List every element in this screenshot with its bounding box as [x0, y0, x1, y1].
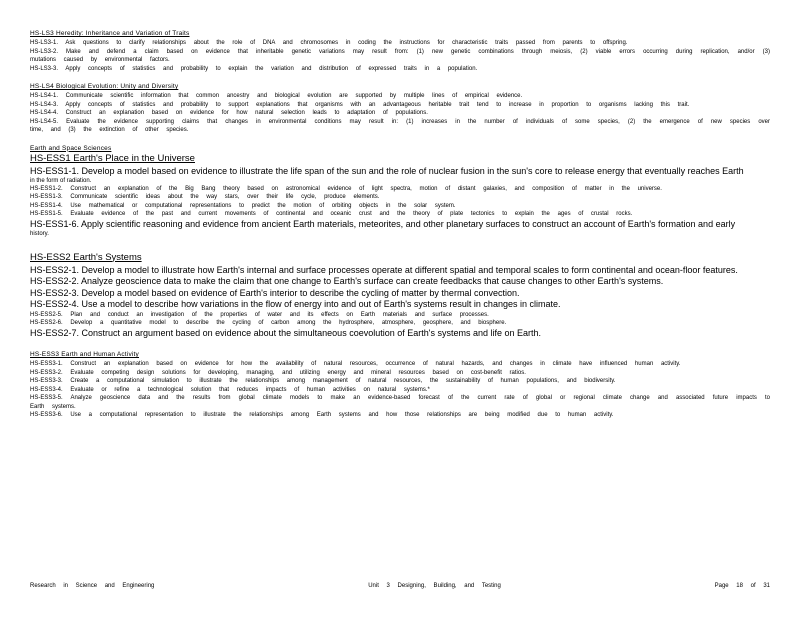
section-ess2 — [30, 252, 770, 340]
standard-ls4-1: HS-LS4-1. Communicate scientific information that common ancestry and biological evolution are supported by multiple lines of empirical evidence. — [30, 93, 523, 99]
section-heading-ess2: HS-ESS2 Earth's Systems — [30, 251, 142, 263]
standard-ess1-4: HS-ESS1-4. Use mathematical or computational representations to predict the motion of orbiting objects in the solar system. — [30, 202, 456, 209]
section-heading-ls3: HS-LS3 Heredity: Inheritance and Variation of Traits — [30, 30, 190, 37]
standard-ls3-1: HS-LS3-1. Ask questions to clarify relationships about the role of DNA and chromosomes in coding the instructions for characteristic traits passed from parents to offspring. — [30, 40, 628, 46]
standard-ess2-7: HS-ESS2-7. Construct an argument based on evidence about the simultaneous coevolution of Earth's systems and life on Earth. — [30, 327, 542, 338]
standard-ess1-2: HS-ESS1-2. Construct an explanation of the Big Bang theory based on astronomical evidence of light spectra, motion of distant galaxies, and composition of matter in the universe. — [30, 185, 662, 192]
standard-ess3-1: HS-ESS3-1. Construct an explanation based on evidence for how the availability of natural resources, occurrence of natural hazards, and changes in climate have influenced human activity. — [30, 361, 681, 367]
standard-ess2-1: HS-ESS2-1. Develop a model to illustrate how Earth's internal and surface processes operate at different spatial and temporal scales to form continental and ocean-floor features. — [30, 264, 738, 275]
footer-unit-title: Unit 3 Designing, Building, and Testing — [368, 583, 501, 589]
standard-ess1-6 — [30, 219, 770, 238]
standard-ess1-1-main: HS-ESS1-1. Develop a model based on evidence to illustrate the life span of the sun and the role of nuclear fusion in the sun's core to release energy that eventually reaches Earth — [30, 165, 744, 176]
standard-ess1-6-main: HS-ESS1-6. Apply scientific reasoning and evidence from ancient Earth materials, meteorites, and other planetary surfaces to construct an account of Earth's formation and early — [30, 218, 736, 229]
standard-ess2-5: HS-ESS2-5. Plan and conduct an investigation of the properties of water and its effects on Earth materials and surface processes. — [30, 311, 489, 318]
domain-heading-ess: Earth and Space Sciences — [30, 144, 112, 152]
standard-ls4-4: HS-LS4-4. Construct an explanation based on evidence for how natural selection leads to adaptation of populations. — [30, 110, 428, 116]
section-heading-ess1: HS-ESS1 Earth's Place in the Universe — [30, 152, 195, 164]
standard-ls4-3: HS-LS4-3. Apply concepts of statistics and probability to support explanations that organisms with an advantageous heritable trait tend to increase in proportion to organisms lacking this trait. — [30, 101, 690, 108]
footer-course-title: Research in Science and Engineering — [30, 583, 155, 589]
standard-ess2-4: HS-ESS2-4. Use a model to describe how variations in the flow of energy into and out of Earth's systems result in changes in climate. — [30, 299, 561, 309]
standard-ess1-5: HS-ESS1-5. Evaluate evidence of the past and current movements of continental and oceanic crust and the theory of plate tectonics to explain the ages of crustal rocks. — [30, 211, 633, 217]
section-ess3 — [30, 351, 770, 420]
standard-ls4-5: HS-LS4-5. Evaluate the evidence supporting claims that changes in environmental conditions may result in: (1) increases in the number of individuals of some species, (2) the emergence of new species over time, and (3) the extinction of other species. — [30, 118, 770, 133]
standard-ess3-5: HS-ESS3-5. Analyze geoscience data and the results from global climate models to make an evidence-based forecast of the current rate of global or regional climate change and associated future impacts to Earth systems. — [30, 395, 770, 410]
standard-ess1-3: HS-ESS1-3. Communicate scientific ideas about the way stars, over their life cycle, produce elements. — [30, 194, 380, 200]
standard-ess2-3: HS-ESS2-3. Develop a model based on evidence of Earth's interior to describe the cycling of matter by thermal convection. — [30, 287, 520, 298]
standard-ess1-1-continuation: in the form of radiation. — [30, 177, 92, 184]
section-ls4 — [30, 83, 770, 135]
standard-ess3-6: HS-ESS3-6. Use a computational representation to illustrate the relationships among Earth systems and how those relationships are being modified due to human activity. — [30, 412, 614, 418]
standard-ess3-4: HS-ESS3-4. Evaluate or refine a technological solution that reduces impacts of human activities on natural systems.* — [30, 386, 430, 393]
standard-ls3-3: HS-LS3-3. Apply concepts of statistics and probability to explain the variation and distribution of expressed traits in a population. — [30, 65, 478, 72]
standard-ls3-2: HS-LS3-2. Make and defend a claim based on evidence that inheritable genetic variations may result from: (1) new genetic combinations through meiosis, (2) viable errors occurring during replication, and/or (3) mutations caused by environmental factors. — [30, 48, 770, 63]
document-page — [30, 30, 770, 432]
standard-ess1-1 — [30, 166, 770, 185]
standard-ess3-3: HS-ESS3-3. Create a computational simulation to illustrate the relationships among management of natural resources, the sustainability of human populations, and biodiversity. — [30, 378, 616, 384]
standard-ess3-2: HS-ESS3-2. Evaluate competing design solutions for developing, managing, and utilizing energy and mineral resources based on cost-benefit ratios. — [30, 369, 526, 376]
standard-ess2-6: HS-ESS2-6. Develop a quantitative model to describe the cycling of carbon among the hydrosphere, atmosphere, geosphere, and biosphere. — [30, 320, 507, 326]
section-ess1 — [30, 145, 770, 238]
page-footer — [30, 583, 770, 589]
section-heading-ls4: HS-LS4 Biological Evolution: Unity and Diversity — [30, 83, 179, 90]
standard-ess1-6-continuation: history. — [30, 230, 49, 237]
section-ls3 — [30, 30, 770, 73]
standard-ess2-2: HS-ESS2-2. Analyze geoscience data to make the claim that one change to Earth's surface can create feedbacks that cause changes to other Earth's systems. — [30, 276, 664, 286]
section-heading-ess3: HS-ESS3 Earth and Human Activity — [30, 351, 140, 358]
footer-page-number: Page 18 of 31 — [714, 583, 770, 589]
